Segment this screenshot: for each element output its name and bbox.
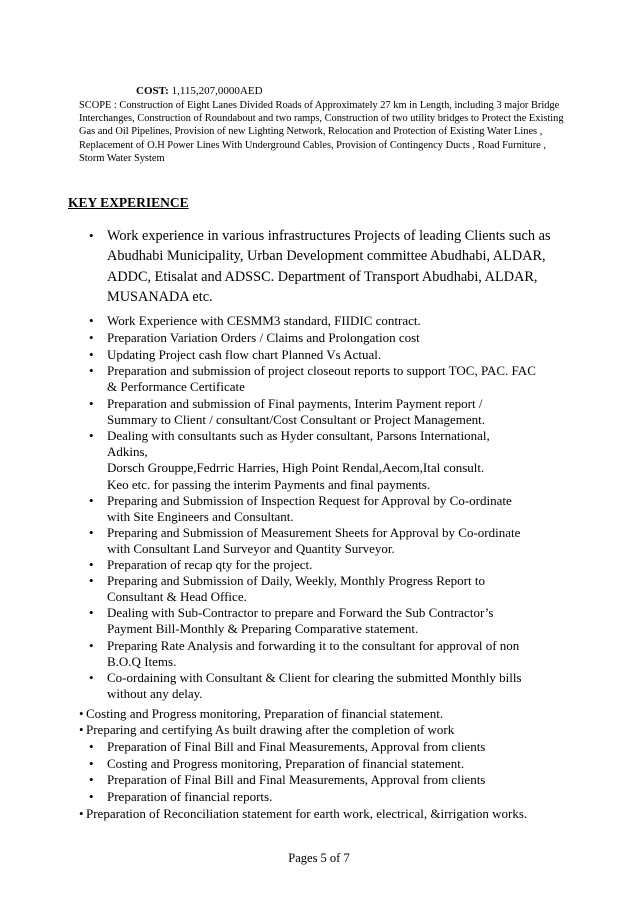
list-item-line: & Performance Certificate xyxy=(107,379,245,395)
bullet-icon: • xyxy=(89,525,94,540)
project-scope xyxy=(79,99,584,165)
list-item-line: Co-ordaining with Consultant & Client for clearing the submitted Monthly bills xyxy=(107,670,522,685)
list-item-text xyxy=(107,363,536,395)
list-item-text xyxy=(107,347,381,363)
list-item-text xyxy=(107,396,485,428)
scope-line: Gas and Oil Pipelines, Provision of new Lighting Network, Relocation and Protection of Existing Water Lines , xyxy=(79,126,543,138)
list-item-line: Costing and Progress monitoring, Preparation of financial statement. xyxy=(86,706,444,721)
scope-line: Storm Water System xyxy=(79,152,165,164)
list-item-text xyxy=(107,789,272,805)
bullet-icon: • xyxy=(89,557,94,572)
list-item-text xyxy=(107,428,490,493)
bullet-icon: • xyxy=(89,363,94,378)
project-cost xyxy=(136,85,263,98)
list-item-text xyxy=(107,739,485,755)
bullet-icon: • xyxy=(89,493,94,508)
list-item-line: Preparation Variation Orders / Claims and Prolongation cost xyxy=(107,330,420,345)
bullet-icon: • xyxy=(89,347,94,362)
list-item-line: Dorsch Grouppe,Fedrric Harries, High Point Rendal,Aecom,Ital consult. xyxy=(107,460,485,476)
scope-line: SCOPE : Construction of Eight Lanes Divided Roads of Approximately 27 km in Length, including 3 major Bridge xyxy=(79,100,560,111)
list-item-text xyxy=(107,493,512,525)
bullet-icon: • xyxy=(89,396,94,411)
section-heading: KEY EXPERIENCE xyxy=(68,195,189,210)
list-item-line: Summary to Client / consultant/Cost Consultant or Project Management. xyxy=(107,412,486,428)
list-item-text xyxy=(107,605,493,637)
bullet-icon: • xyxy=(79,722,84,737)
list-item-line: Costing and Progress monitoring, Preparation of financial statement. xyxy=(107,756,465,771)
list-item-text xyxy=(86,706,443,722)
list-item-line: ADDC, Etisalat and ADSSC. Department of Transport Abudhabi, ALDAR, xyxy=(107,268,538,285)
list-item-line: Preparation of Final Bill and Final Measurements, Approval from clients xyxy=(107,772,486,787)
cost-label: COST: xyxy=(136,85,169,97)
bullet-icon: • xyxy=(89,605,94,620)
bullet-icon: • xyxy=(89,330,94,345)
list-item-line: Preparing Rate Analysis and forwarding it to the consultant for approval of non xyxy=(107,638,520,653)
list-item-text xyxy=(107,772,485,788)
list-item-line: Dealing with consultants such as Hyder consultant, Parsons International, xyxy=(107,428,490,443)
list-item-text xyxy=(107,670,522,702)
bullet-icon: • xyxy=(89,313,94,328)
list-item-line: Preparing and Submission of Inspection Request for Approval by Co-ordinate xyxy=(107,493,512,508)
list-item-line: Preparation and submission of Final payments, Interim Payment report / xyxy=(107,396,483,411)
list-item-line: Preparation of recap qty for the project. xyxy=(107,557,313,572)
list-item-line: B.O.Q Items. xyxy=(107,654,177,670)
bullet-icon: • xyxy=(89,789,94,804)
bullet-icon: • xyxy=(89,428,94,443)
list-item-line: without any delay. xyxy=(107,686,203,702)
bullet-icon: • xyxy=(89,739,94,754)
bullet-icon: • xyxy=(89,228,94,243)
list-item-line: with Site Engineers and Consultant. xyxy=(107,509,294,525)
list-item-line: Consultant & Head Office. xyxy=(107,589,247,605)
list-item-text xyxy=(86,806,527,822)
list-item-line: Preparation and submission of project closeout reports to support TOC, PAC. FAC xyxy=(107,363,536,378)
bullet-icon: • xyxy=(89,772,94,787)
list-item-text xyxy=(107,638,519,670)
list-item-text xyxy=(107,330,420,346)
list-item-line: Keo etc. for passing the interim Payments and final payments. xyxy=(107,476,431,492)
list-item-text xyxy=(86,722,454,738)
list-item-text xyxy=(107,525,520,557)
list-item-text xyxy=(107,313,421,329)
list-item-line: with Consultant Land Surveyor and Quantity Surveyor. xyxy=(107,541,395,557)
scope-line: Replacement of O.H Power Lines With Underground Cables, Provision of Contingency Ducts , Road Furniture , xyxy=(79,139,546,151)
bullet-icon: • xyxy=(79,706,84,721)
list-item-line: MUSANADA etc. xyxy=(107,289,213,306)
list-item-line: Adkins, xyxy=(107,444,148,460)
list-item-line: Abudhabi Municipality, Urban Development committee Abudhabi, ALDAR, xyxy=(107,248,546,265)
list-item-line: Preparing and Submission of Measurement Sheets for Approval by Co-ordinate xyxy=(107,525,521,540)
cost-value: 1,115,207,0000AED xyxy=(168,85,263,97)
scope-line: Interchanges, Construction of Roundabout and two ramps, Construction of two utility bridges to Protect the Existing xyxy=(79,113,564,125)
page-number: Pages 5 of 7 xyxy=(288,851,350,865)
list-item-line: Dealing with Sub-Contractor to prepare and Forward the Sub Contractor’s xyxy=(107,605,494,620)
list-item-line: Payment Bill-Monthly & Preparing Comparative statement. xyxy=(107,621,419,637)
list-item-line: Preparing and Submission of Daily, Weekly, Monthly Progress Report to xyxy=(107,573,485,588)
bullet-icon: • xyxy=(89,756,94,771)
list-item-line: Updating Project cash flow chart Planned Vs Actual. xyxy=(107,347,382,362)
bullet-icon: • xyxy=(89,670,94,685)
list-item-text xyxy=(107,226,551,308)
bullet-icon: • xyxy=(89,638,94,653)
list-item-text xyxy=(107,573,485,605)
list-item-line: Preparation of financial reports. xyxy=(107,789,273,804)
list-item-line: Work Experience with CESMM3 standard, FIIDIC contract. xyxy=(107,313,421,328)
list-item-line: Preparing and certifying As built drawing after the completion of work xyxy=(86,722,455,737)
list-item-line: Work experience in various infrastructures Projects of leading Clients such as xyxy=(107,228,551,244)
bullet-icon: • xyxy=(89,573,94,588)
list-item-text xyxy=(107,557,312,573)
list-item-line: Preparation of Final Bill and Final Measurements, Approval from clients xyxy=(107,739,486,754)
list-item-text xyxy=(107,756,464,772)
bullet-icon: • xyxy=(79,806,84,821)
list-item-line: Preparation of Reconciliation statement for earth work, electrical, &irrigation works. xyxy=(86,806,528,821)
